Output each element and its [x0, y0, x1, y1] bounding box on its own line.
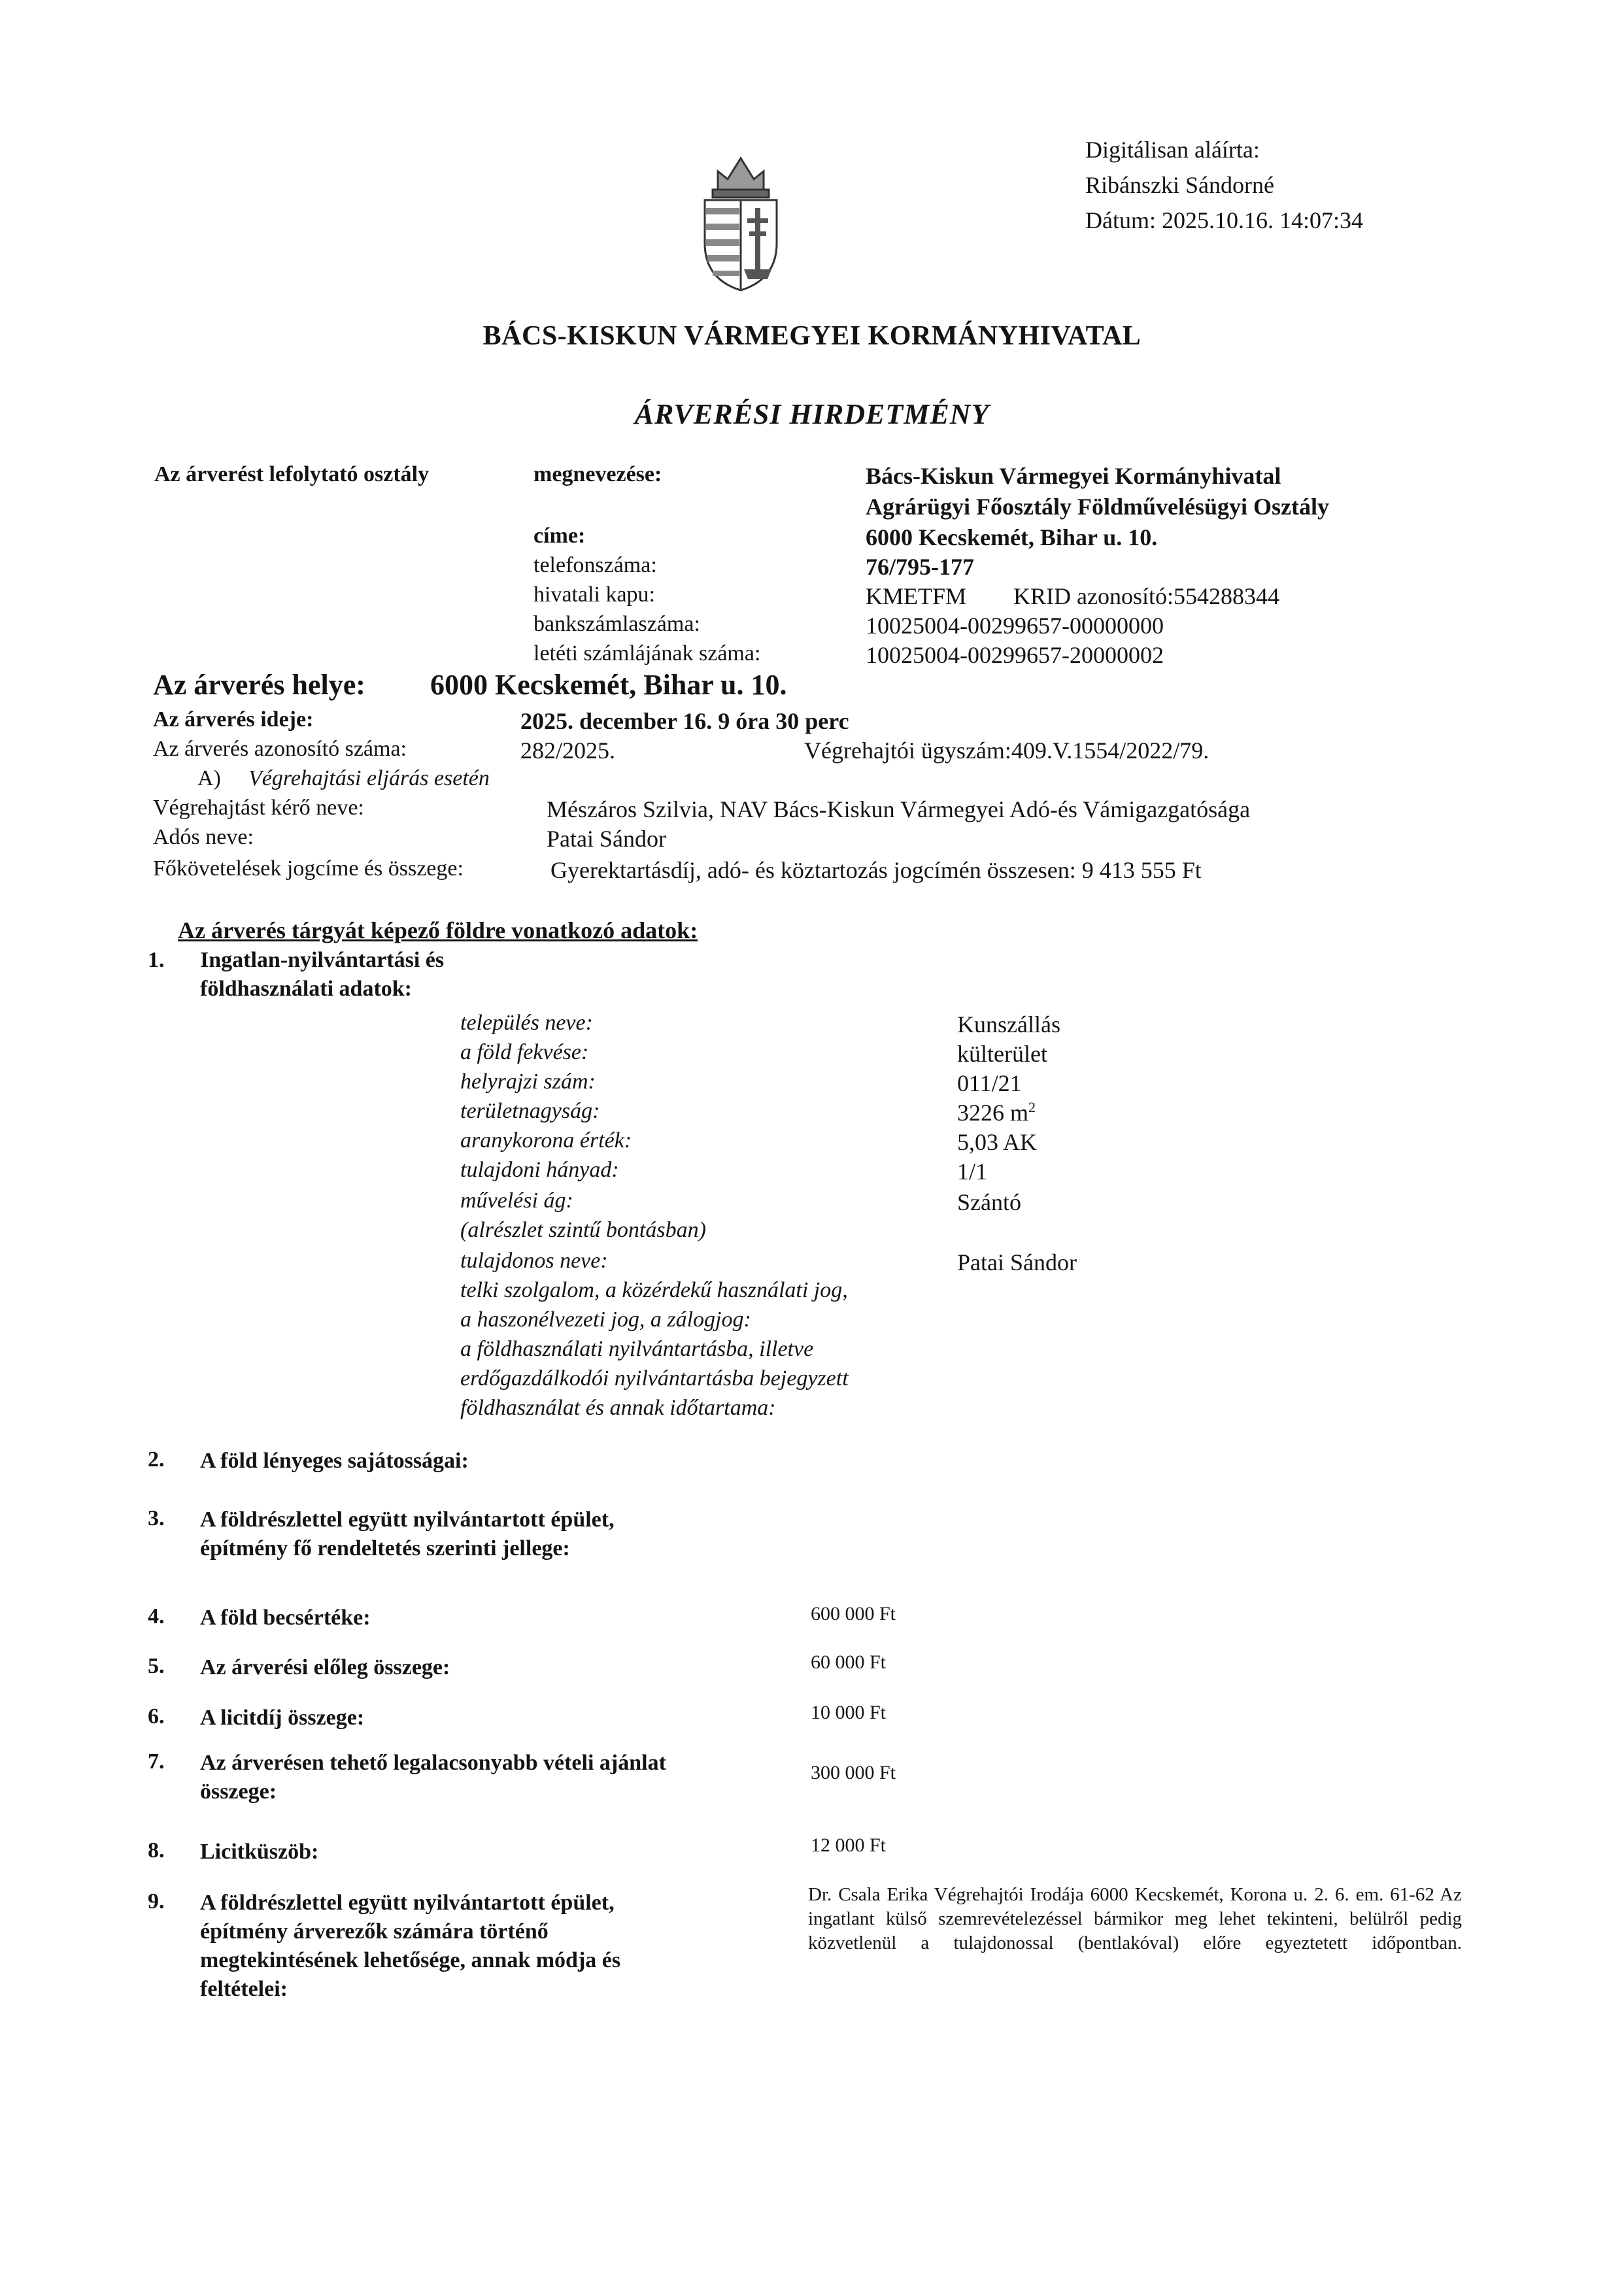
auction-id-label: Az árverés azonosító száma:: [153, 737, 407, 761]
enforcement-section-title: Végrehajtási eljárás esetén: [248, 766, 490, 790]
item-9-title-line2: építmény árverezők számára történő: [200, 1919, 549, 1944]
enforcement-debtor: Patai Sándor: [547, 826, 666, 852]
item-9-title-line1: A földrészlettel együtt nyilvántartott épület,: [200, 1891, 615, 1915]
item-1-title-line2: földhasználati adatok:: [200, 977, 412, 1001]
document-title: ÁRVERÉSI HIRDETMÉNY: [634, 398, 990, 430]
department-krid: KRID azonosító:554288344: [1013, 583, 1279, 609]
item-number-1: 1.: [148, 948, 165, 972]
item-number-2: 2.: [148, 1447, 165, 1472]
item-6-title: A licitdíj összege:: [200, 1706, 365, 1730]
land-rights-line1: telki szolgalom, a közérdekű használati jog,: [460, 1278, 848, 1302]
land-area-number: 3226 m: [957, 1100, 1029, 1126]
land-section-heading: Az árverés tárgyát képező földre vonatkozó adatok:: [178, 917, 698, 943]
land-cultivation-label: művelési ág:: [460, 1189, 573, 1213]
auction-time-label: Az árverés ideje:: [153, 707, 314, 732]
signature-date: Dátum: 2025.10.16. 14:07:34: [1085, 207, 1363, 233]
item-number-6: 6.: [148, 1704, 165, 1729]
department-section-label: Az árverést lefolytató osztály: [154, 462, 430, 486]
land-area-exponent: 2: [1028, 1099, 1036, 1115]
item-number-4: 4.: [148, 1604, 165, 1628]
land-location-value: külterület: [957, 1041, 1047, 1067]
land-settlement-label: település neve:: [460, 1011, 593, 1035]
item-number-7: 7.: [148, 1749, 165, 1774]
land-parcel-value: 011/21: [957, 1070, 1022, 1096]
auction-place: 6000 Kecskemét, Bihar u. 10.: [430, 669, 787, 701]
land-rights-line2: a haszonélvezeti jog, a zálogjog:: [460, 1307, 751, 1332]
land-location-label: a föld fekvése:: [460, 1040, 589, 1064]
item-7-title-line1: Az árverésen tehető legalacsonyabb vételi ajánlat: [200, 1751, 666, 1775]
land-owner-label: tulajdonos neve:: [460, 1249, 608, 1273]
authority-title: BÁCS-KISKUN VÁRMEGYEI KORMÁNYHIVATAL: [482, 321, 1142, 351]
item-4-value: 600 000 Ft: [811, 1603, 896, 1625]
item-number-9: 9.: [148, 1889, 165, 1914]
land-cultivation-note: (alrészlet szintű bontásban): [460, 1218, 706, 1242]
item-7-title-line2: összege:: [200, 1780, 277, 1804]
land-area-value: [957, 1099, 1036, 1126]
department-bank-label: bankszámlaszáma:: [533, 612, 700, 636]
auction-id: 282/2025.: [520, 737, 616, 764]
item-number-3: 3.: [148, 1506, 165, 1530]
department-gateway: KMETFM: [866, 583, 967, 609]
item-9-value: Dr. Csala Erika Végrehajtói Irodája 6000 Kecskemét, Korona u. 2. 6. em. 61-62 Az ingatlant külső szemrevételezéssel bármikor meg lehet tekinteni, belülről pedig közvetlenül a tulajdonossal (bentlakóval) előre egyeztetett időpontban.: [808, 1884, 1462, 1953]
land-gold-crown-value: 5,03 AK: [957, 1129, 1038, 1155]
item-number-5: 5.: [148, 1654, 165, 1678]
land-owner-value: Patai Sándor: [957, 1249, 1077, 1275]
item-2-title: A föld lényeges sajátosságai:: [200, 1449, 469, 1473]
enforcement-requester: Mészáros Szilvia, NAV Bács-Kiskun Vármegyei Adó-és Vámigazgatósága: [547, 796, 1251, 822]
land-area-label: területnagyság:: [460, 1099, 600, 1123]
department-deposit-label: letéti számlájának száma:: [533, 641, 761, 666]
enforcement-claims: Gyerektartásdíj, adó- és köztartozás jogcímén összesen: 9 413 555 Ft: [550, 857, 1202, 883]
department-deposit-account: 10025004-00299657-20000002: [866, 642, 1164, 668]
auction-time: 2025. december 16. 9 óra 30 perc: [520, 708, 849, 734]
department-phone-label: telefonszáma:: [533, 553, 657, 577]
item-4-title: A föld becsértéke:: [200, 1606, 371, 1630]
item-9-title-line4: feltételei:: [200, 1977, 288, 2001]
signature-name: Ribánszki Sándorné: [1085, 172, 1274, 198]
land-rights-line4: erdőgazdálkodói nyilvántartásba bejegyzett: [460, 1366, 849, 1391]
enforcement-requester-label: Végrehajtást kérő neve:: [153, 796, 364, 820]
item-number-8: 8.: [148, 1838, 165, 1863]
enforcement-debtor-label: Adós neve:: [153, 825, 254, 849]
land-settlement-value: Kunszállás: [957, 1011, 1060, 1037]
item-5-title: Az árverési előleg összege:: [200, 1655, 450, 1679]
item-7-value: 300 000 Ft: [811, 1762, 896, 1783]
department-address-label: címe:: [533, 524, 586, 548]
department-phone: 76/795-177: [866, 554, 974, 580]
land-gold-crown-label: aranykorona érték:: [460, 1128, 632, 1153]
department-name-line2: Agrárügyi Főosztály Földművelésügyi Osztály: [866, 494, 1329, 520]
enforcement-claims-label: Főkövetelések jogcíme és összege:: [153, 856, 464, 881]
land-parcel-label: helyrajzi szám:: [460, 1070, 596, 1094]
land-rights-line3: a földhasználati nyilvántartásba, illetve: [460, 1337, 814, 1361]
item-6-value: 10 000 Ft: [811, 1702, 887, 1723]
item-9-title-line3: megtekintésének lehetősége, annak módja és: [200, 1948, 621, 1972]
land-cultivation-value: Szántó: [957, 1189, 1021, 1215]
department-name-line1: Bács-Kiskun Vármegyei Kormányhivatal: [866, 463, 1281, 489]
department-gateway-label: hivatali kapu:: [533, 582, 656, 607]
auction-case-number: Végrehajtói ügyszám:409.V.1554/2022/79.: [804, 737, 1210, 764]
land-share-value: 1/1: [957, 1158, 988, 1185]
auction-place-label: Az árverés helye:: [153, 669, 365, 701]
signature-line-1: Digitálisan aláírta:: [1085, 137, 1260, 163]
item-3-title-line1: A földrészlettel együtt nyilvántartott épület,: [200, 1508, 615, 1532]
item-8-value: 12 000 Ft: [811, 1834, 887, 1856]
item-3-title-line2: építmény fő rendeltetés szerinti jellege:: [200, 1536, 570, 1560]
enforcement-section-marker: A): [197, 766, 221, 790]
coat-of-arms-icon: [692, 145, 790, 295]
department-name-label: megnevezése:: [533, 462, 662, 486]
item-1-title-line1: Ingatlan-nyilvántartási és: [200, 948, 445, 972]
department-bank-account: 10025004-00299657-00000000: [866, 613, 1164, 639]
land-share-label: tulajdoni hányad:: [460, 1158, 619, 1182]
department-address: 6000 Kecskemét, Bihar u. 10.: [866, 524, 1158, 550]
item-5-value: 60 000 Ft: [811, 1651, 887, 1673]
item-8-title: Licitküszöb:: [200, 1840, 319, 1864]
land-rights-line5: földhasználat és annak időtartama:: [460, 1396, 776, 1420]
